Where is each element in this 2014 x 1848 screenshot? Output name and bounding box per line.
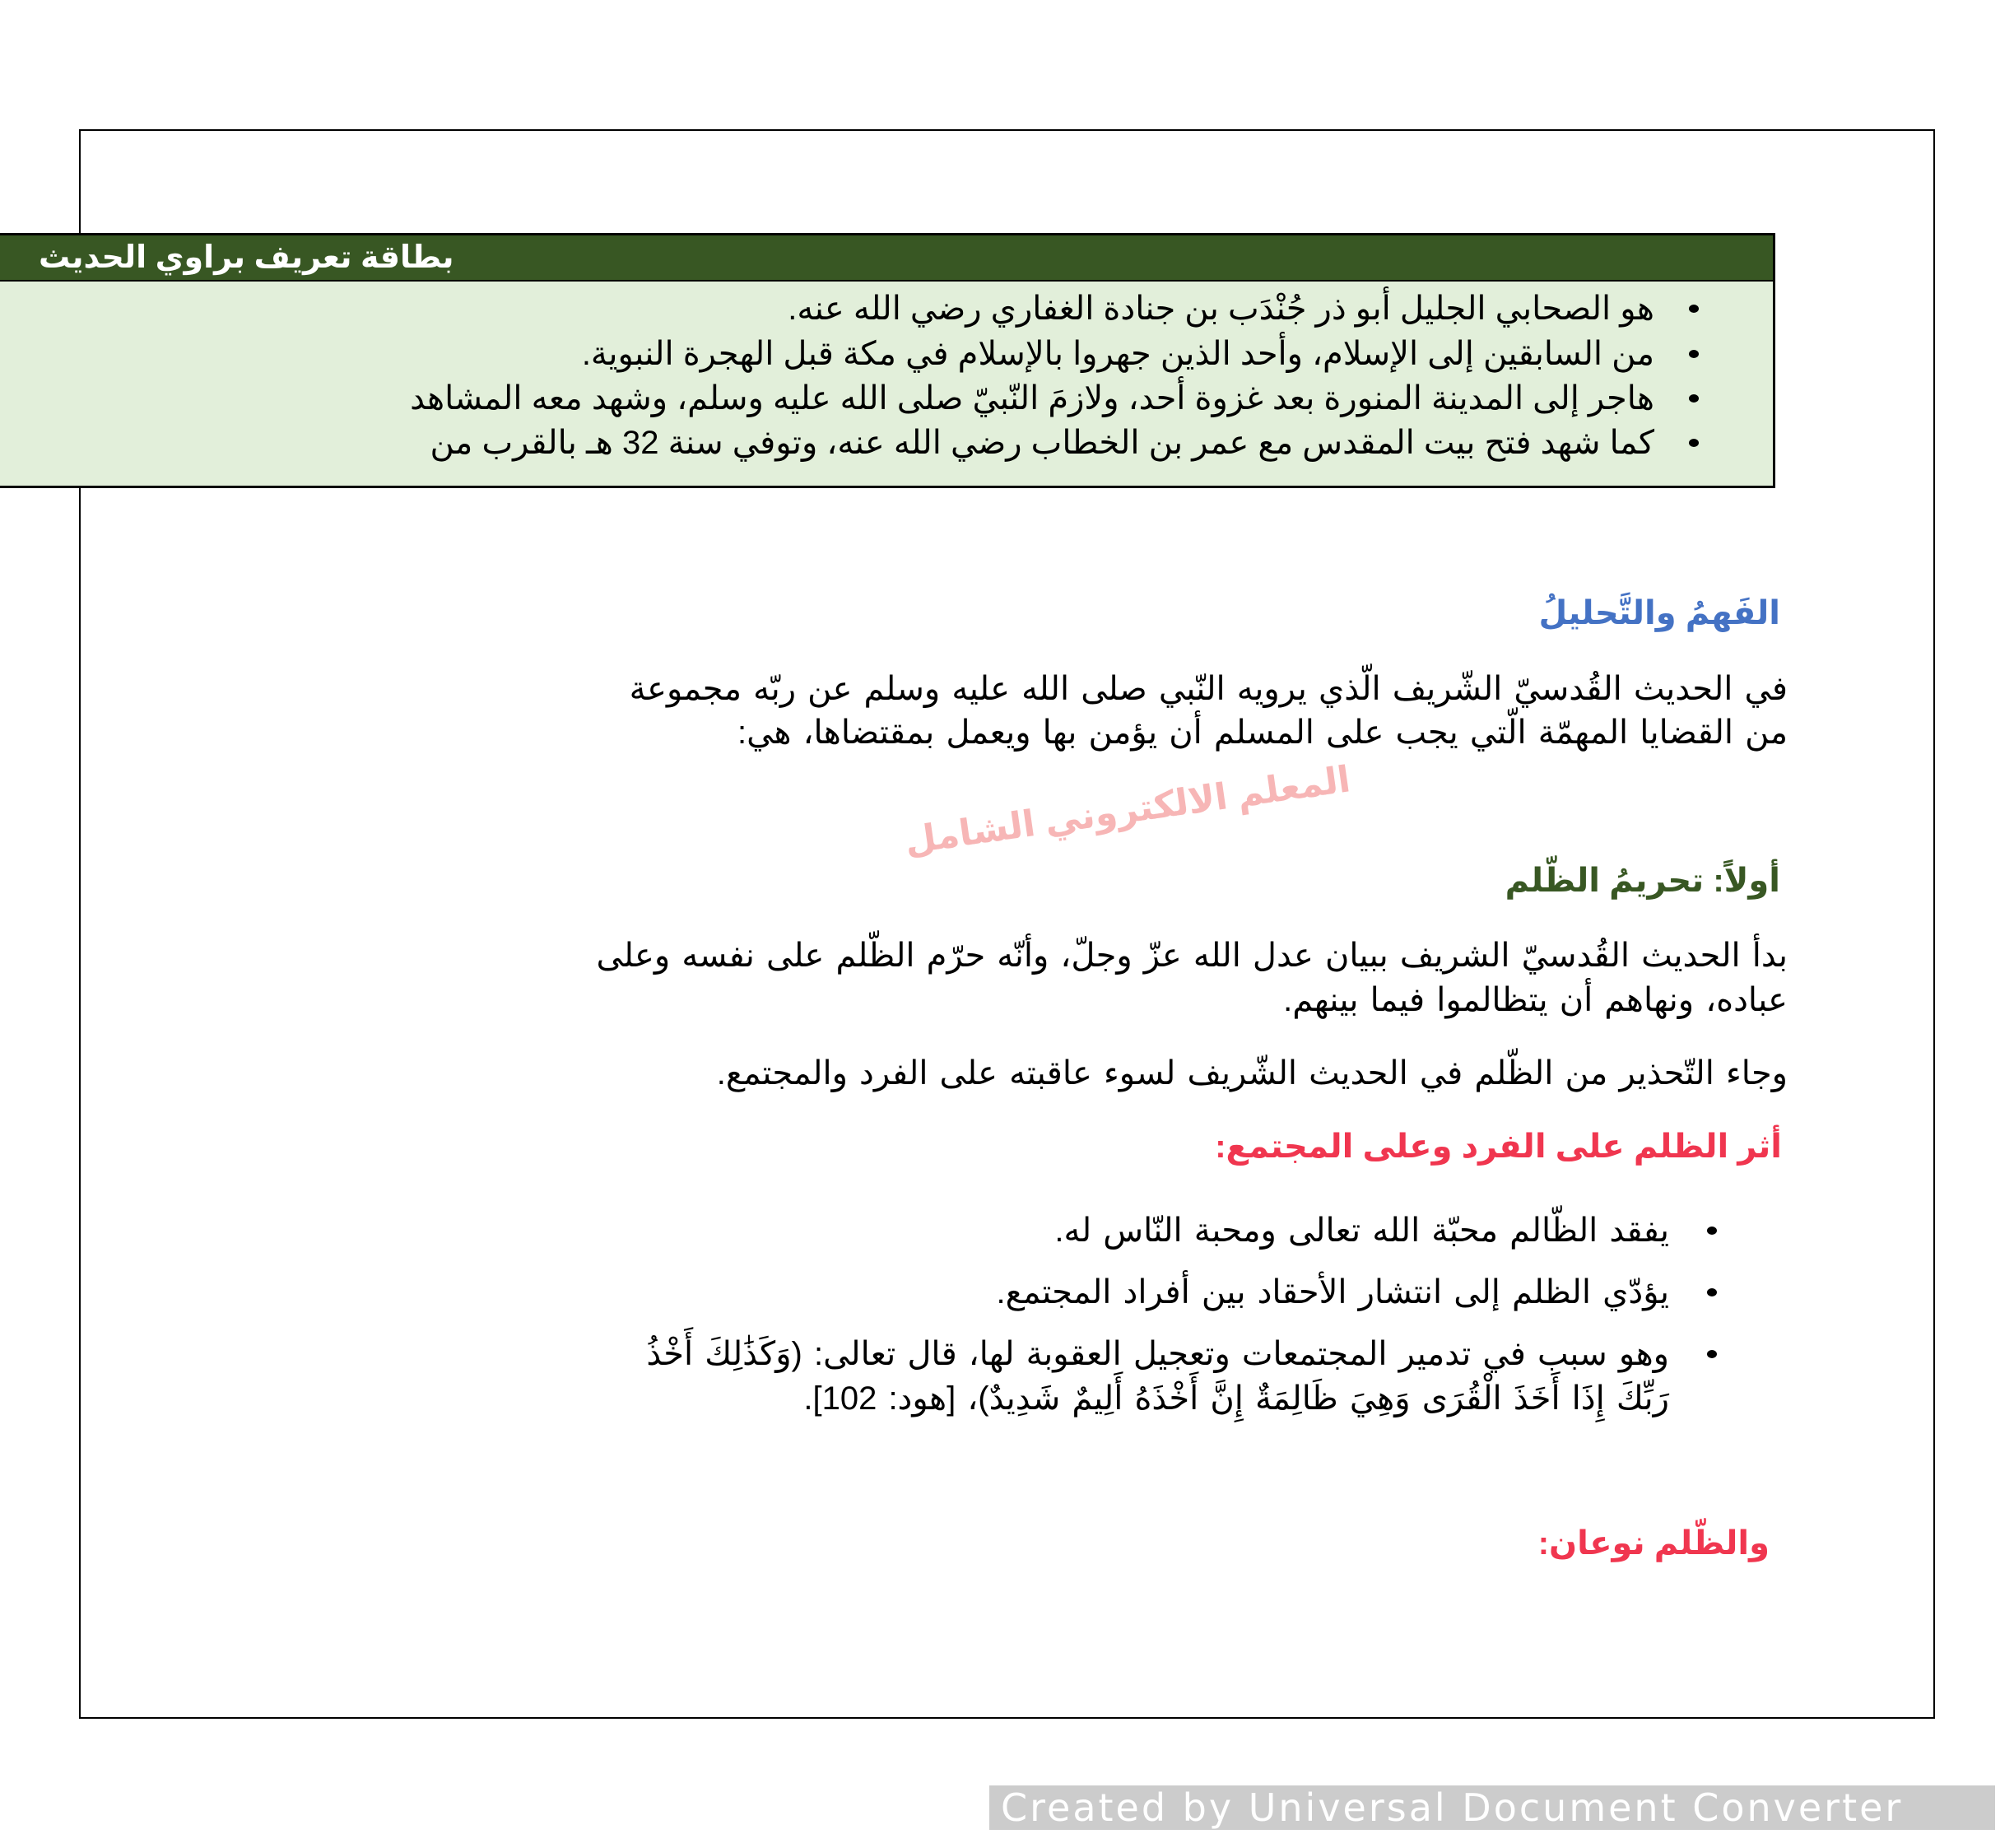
section-heading-first: أولاً: تحريمُ الظّلم (1505, 863, 1780, 899)
narrator-card-item: من السابقين إلى الإسلام، وأحد الذين جهروا بالإسلام في مكة قبل الهجرة النبوية. (581, 336, 1654, 372)
section-heading-understanding: الفَهمُ والتَّحليلُ (1538, 595, 1780, 631)
bullet-icon (1707, 1288, 1717, 1296)
narrator-card-item: كما شهد فتح بيت المقدس مع عمر بن الخطاب رضي الله عنه، وتوفي سنة 32 هـ بالقرب من (430, 425, 1654, 461)
section-heading-types: والظّلم نوعان: (1537, 1525, 1770, 1562)
narrator-card-title: بطاقة تعريف براوي الحديث (39, 240, 454, 275)
bullet-icon (1707, 1227, 1717, 1235)
section-heading-effects: أثر الظلم على الفرد وعلى المجتمع: (1215, 1129, 1782, 1165)
narrator-card (0, 233, 1775, 488)
paragraph-line: عباده، ونهاهم أن يتظالموا فيما بينهم. (1283, 982, 1788, 1018)
intro-paragraph-line: في الحديث القُدسيّ الشّريف الّذي يرويه النّبي صلى الله عليه وسلم عن ربّه مجموعة (629, 671, 1788, 707)
narrator-card-item: هو الصحابي الجليل أبو ذر جُنْدَب بن جنادة الغفاري رضي الله عنه. (788, 291, 1654, 327)
bullet-icon (1689, 439, 1699, 447)
converter-watermark: Created by Universal Document Converter (989, 1785, 1995, 1830)
bullet-icon (1689, 350, 1699, 358)
effects-list-item: يفقد الظّالم محبّة الله تعالى ومحبة النّاس له. (1054, 1213, 1669, 1249)
effects-list-item: وهو سبب في تدمير المجتمعات وتعجيل العقوبة لها، قال تعالى: (وَكَذَٰلِكَ أَخْذُ (646, 1336, 1669, 1372)
narrator-card-item: هاجر إلى المدينة المنورة بعد غزوة أحد، ولازمَ النّبيّ صلى الله عليه وسلم، وشهد معه المشاهد (410, 380, 1654, 417)
effects-list-item: يؤدّي الظلم إلى انتشار الأحقاد بين أفراد المجتمع. (996, 1274, 1669, 1310)
paragraph-line: بدأ الحديث القُدسيّ الشريف ببيان عدل الله عزّ وجلّ، وأنّه حرّم الظّلم على نفسه وعلى (596, 938, 1788, 974)
bullet-icon (1689, 305, 1699, 313)
site-watermark: المعلم الالكتروني الشامل (902, 759, 1353, 862)
bullet-icon (1689, 394, 1699, 403)
bullet-icon (1707, 1350, 1717, 1358)
narrator-card-header (0, 235, 1773, 282)
intro-paragraph-line: من القضايا المهمّة الّتي يجب على المسلم أن يؤمن بها ويعمل بمقتضاها، هي: (737, 715, 1788, 751)
effects-list-item-continuation: رَبِّكَ إِذَا أَخَذَ الْقُرَى وَهِيَ ظَالِمَةٌ إِنَّ أَخْذَهُ أَلِيمٌ شَدِيدٌ)، [هود: 102]. (803, 1380, 1669, 1417)
paragraph-line: وجاء التّحذير من الظّلم في الحديث الشّريف لسوء عاقبته على الفرد والمجتمع. (716, 1055, 1788, 1092)
